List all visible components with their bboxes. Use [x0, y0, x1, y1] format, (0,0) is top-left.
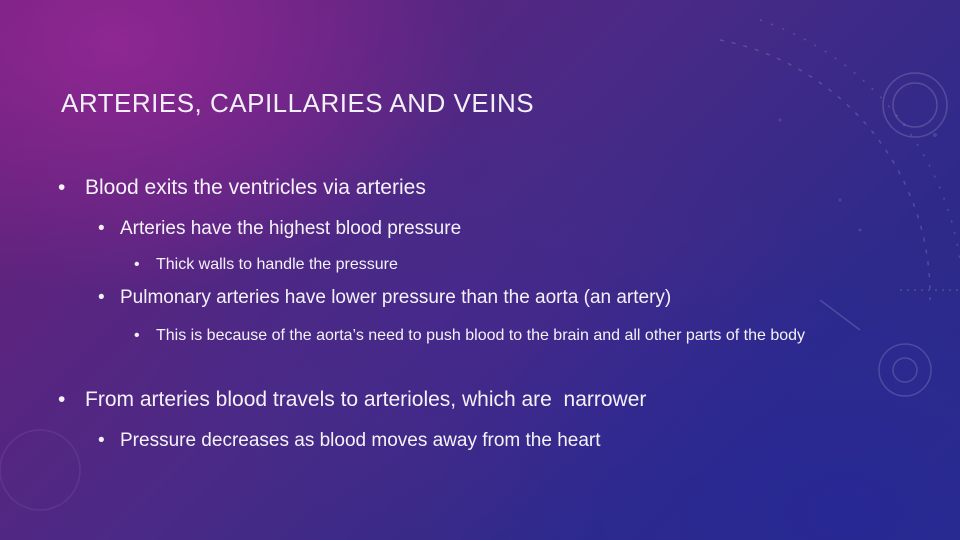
bullet-text: This is because of the aorta’s need to push blood to the brain and all other parts of the body	[156, 327, 806, 344]
bullet-text: Thick walls to handle the pressure	[156, 256, 398, 273]
bullet-dot: •	[134, 327, 140, 344]
bullet-text: Arteries have the highest blood pressure	[120, 218, 462, 239]
bullet-text: Pressure decreases as blood moves away from the heart	[120, 430, 601, 451]
bullet-dot: •	[134, 256, 140, 273]
slide-title: ARTERIES, CAPILLARIES AND VEINS	[61, 88, 535, 118]
bullet-text: Pulmonary arteries have lower pressure than the aorta (an artery)	[120, 287, 672, 308]
bullet-text: Blood exits the ventricles via arteries	[85, 176, 426, 199]
bullet-text: From arteries blood travels to arterioles, which are narrower	[85, 388, 647, 411]
bullet-dot: •	[98, 218, 105, 239]
bullet-dot: •	[58, 388, 66, 411]
bullet-dot: •	[98, 287, 105, 308]
bullet-dot: •	[58, 176, 66, 199]
bullet-dot: •	[98, 430, 105, 451]
